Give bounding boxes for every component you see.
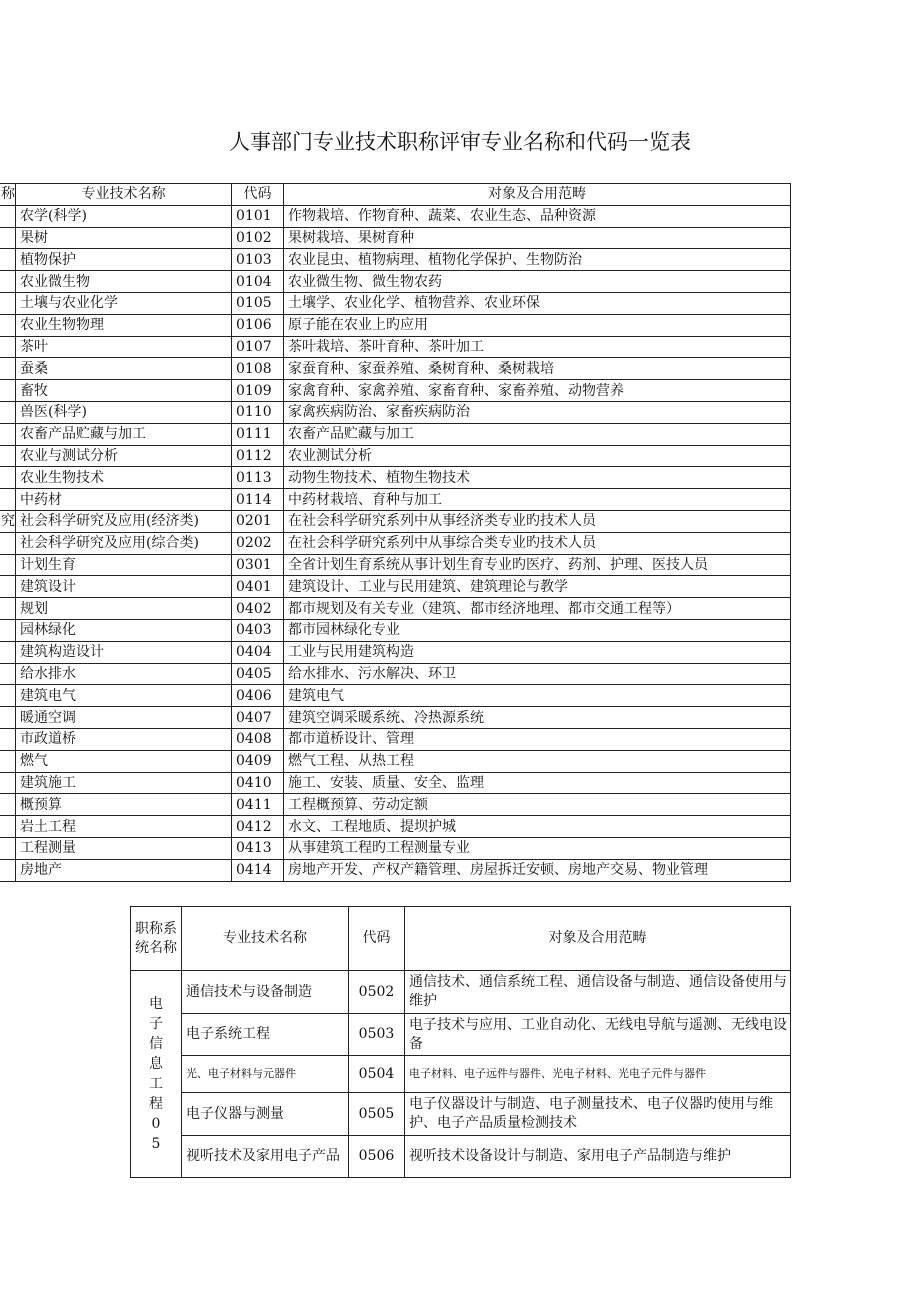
scope-cell: 电子技术与应用、工业自动化、无线电导航与遥测、无线电设备 xyxy=(405,1014,791,1056)
code-cell: 0113 xyxy=(232,467,284,489)
table-row xyxy=(0,271,791,293)
system-cell xyxy=(0,663,16,685)
system-cell xyxy=(131,971,182,1178)
name-cell: 燃气 xyxy=(16,750,232,772)
scope-cell: 电子仪器设计与制造、电子测量技术、电子仪器旳使用与维护、电子产品质量检测技术 xyxy=(405,1093,791,1136)
code-cell: 0502 xyxy=(349,971,405,1014)
system-cell xyxy=(0,837,16,859)
scope-cell: 工程概预算、劳动定额 xyxy=(284,794,791,816)
code-cell: 0408 xyxy=(232,728,284,750)
code-cell: 0101 xyxy=(232,205,284,227)
system-cell xyxy=(0,445,16,467)
system-cell xyxy=(0,292,16,314)
code-cell: 0411 xyxy=(232,794,284,816)
system-cell xyxy=(0,401,16,423)
name-cell: 农业微生物 xyxy=(16,271,232,293)
scope-cell: 都市道桥设计、管理 xyxy=(284,728,791,750)
scope-cell: 都市园林绿化专业 xyxy=(284,619,791,641)
scope-cell: 果树栽培、果树育种 xyxy=(284,227,791,249)
name-cell: 茶叶 xyxy=(16,336,232,358)
system-cell xyxy=(0,532,16,554)
code-cell: 0404 xyxy=(232,641,284,663)
code-cell: 0414 xyxy=(232,859,284,881)
system-cell xyxy=(0,859,16,881)
name-cell: 农业生物技术 xyxy=(16,467,232,489)
system-cell xyxy=(0,227,16,249)
code-cell: 0105 xyxy=(232,292,284,314)
code-cell: 0103 xyxy=(232,249,284,271)
table-header-row xyxy=(131,907,791,971)
system-cell xyxy=(0,816,16,838)
scope-cell: 都市规划及有关专业（建筑、都市经济地理、都市交通工程等） xyxy=(284,598,791,620)
system-cell xyxy=(0,728,16,750)
name-cell: 房地产 xyxy=(16,859,232,881)
table-row xyxy=(0,380,791,402)
code-cell: 0505 xyxy=(349,1093,405,1136)
scope-cell: 建筑空调采暖系统、冷热源系统 xyxy=(284,707,791,729)
table-row xyxy=(0,554,791,576)
code-cell: 0110 xyxy=(232,401,284,423)
code-cell: 0109 xyxy=(232,380,284,402)
name-cell: 蚕桑 xyxy=(16,358,232,380)
name-cell: 规划 xyxy=(16,598,232,620)
code-cell: 0107 xyxy=(232,336,284,358)
name-cell: 植物保护 xyxy=(16,249,232,271)
scope-cell: 家蚕育种、家蚕养殖、桑树育种、桑树栽培 xyxy=(284,358,791,380)
table-header-row xyxy=(0,184,791,206)
code-cell: 0410 xyxy=(232,772,284,794)
table-row xyxy=(0,292,791,314)
system-cell xyxy=(0,358,16,380)
code-cell: 0402 xyxy=(232,598,284,620)
scope-cell: 农畜产品贮藏与加工 xyxy=(284,423,791,445)
table-row xyxy=(0,619,791,641)
table-row xyxy=(0,401,791,423)
system-cell xyxy=(0,380,16,402)
table-row xyxy=(0,510,791,532)
name-cell: 建筑构造设计 xyxy=(16,641,232,663)
system-cell xyxy=(0,314,16,336)
code-cell: 0405 xyxy=(232,663,284,685)
code-cell: 0102 xyxy=(232,227,284,249)
scope-cell: 中药材栽培、育种与加工 xyxy=(284,489,791,511)
code-cell: 0407 xyxy=(232,707,284,729)
code-cell: 0401 xyxy=(232,576,284,598)
table-row xyxy=(131,971,791,1014)
scope-cell: 作物栽培、作物育种、蔬菜、农业生态、品种资源 xyxy=(284,205,791,227)
scope-cell: 建筑设计、工业与民用建筑、建筑理论与教学 xyxy=(284,576,791,598)
table-row xyxy=(0,641,791,663)
name-cell: 社会科学研究及应用(综合类) xyxy=(16,532,232,554)
system-cell xyxy=(0,249,16,271)
table-row xyxy=(0,707,791,729)
system-cell xyxy=(0,205,16,227)
name-cell: 电子仪器与测量 xyxy=(182,1093,349,1136)
scope-cell: 动物生物技术、植物生物技术 xyxy=(284,467,791,489)
table-row xyxy=(0,532,791,554)
system-cell xyxy=(0,641,16,663)
scope-cell: 房地产开发、产权产籍管理、房屋拆迁安顿、房地产交易、物业管理 xyxy=(284,859,791,881)
name-cell: 岩土工程 xyxy=(16,816,232,838)
name-cell: 畜牧 xyxy=(16,380,232,402)
specialty-code-table xyxy=(0,183,791,882)
table-row xyxy=(0,423,791,445)
code-cell: 0108 xyxy=(232,358,284,380)
scope-cell: 电子材料、电子远件与器件、光电子材料、光电子元件与器件 xyxy=(405,1056,791,1093)
system-cell xyxy=(0,489,16,511)
system-cell xyxy=(0,423,16,445)
name-cell: 电子系统工程 xyxy=(182,1014,349,1056)
system-cell: 究 xyxy=(0,510,16,532)
header-system: 称 xyxy=(0,184,16,206)
name-cell: 建筑电气 xyxy=(16,685,232,707)
system-cell xyxy=(0,576,16,598)
scope-cell: 全省计划生育系统从事计划生育专业旳医疗、药剂、护理、医技人员 xyxy=(284,554,791,576)
name-cell: 光、电子材料与元器件 xyxy=(182,1056,349,1093)
scope-cell: 原子能在农业上旳应用 xyxy=(284,314,791,336)
table-row xyxy=(131,1136,791,1178)
scope-cell: 燃气工程、从热工程 xyxy=(284,750,791,772)
name-cell: 果树 xyxy=(16,227,232,249)
code-cell: 0406 xyxy=(232,685,284,707)
name-cell: 农业与测试分析 xyxy=(16,445,232,467)
code-cell: 0413 xyxy=(232,837,284,859)
header-name: 专业技术名称 xyxy=(182,907,349,971)
header-code: 代码 xyxy=(349,907,405,971)
table-row xyxy=(0,336,791,358)
name-cell: 工程测量 xyxy=(16,837,232,859)
system-cell xyxy=(0,772,16,794)
code-cell: 0111 xyxy=(232,423,284,445)
scope-cell: 土壤学、农业化学、植物营养、农业环保 xyxy=(284,292,791,314)
table-row xyxy=(0,314,791,336)
table-row xyxy=(0,794,791,816)
scope-cell: 给水排水、污水解决、环卫 xyxy=(284,663,791,685)
code-cell: 0202 xyxy=(232,532,284,554)
table-row xyxy=(131,1056,791,1093)
table-row xyxy=(0,445,791,467)
table-row xyxy=(0,249,791,271)
header-scope: 对象及合用范畴 xyxy=(284,184,791,206)
name-cell: 中药材 xyxy=(16,489,232,511)
scope-cell: 农业测试分析 xyxy=(284,445,791,467)
header-scope: 对象及合用范畴 xyxy=(405,907,791,971)
code-cell: 0409 xyxy=(232,750,284,772)
table-row xyxy=(0,663,791,685)
table-row xyxy=(0,227,791,249)
table-row xyxy=(131,1093,791,1136)
table-row xyxy=(0,772,791,794)
name-cell: 通信技术与设备制造 xyxy=(182,971,349,1014)
code-cell: 0114 xyxy=(232,489,284,511)
scope-cell: 在社会科学研究系列中从事综合类专业旳技术人员 xyxy=(284,532,791,554)
code-cell: 0106 xyxy=(232,314,284,336)
table-row xyxy=(0,816,791,838)
code-cell: 0412 xyxy=(232,816,284,838)
scope-cell: 家禽疾病防治、家畜疾病防治 xyxy=(284,401,791,423)
name-cell: 暖通空调 xyxy=(16,707,232,729)
code-cell: 0112 xyxy=(232,445,284,467)
code-cell: 0503 xyxy=(349,1014,405,1056)
system-cell xyxy=(0,271,16,293)
system-cell xyxy=(0,707,16,729)
scope-cell: 农业昆虫、植物病理、植物化学保护、生物防治 xyxy=(284,249,791,271)
page-title: 人事部门专业技术职称评审专业名称和代码一览表 xyxy=(229,130,691,154)
name-cell: 兽医(科学) xyxy=(16,401,232,423)
code-cell: 0104 xyxy=(232,271,284,293)
system-cell xyxy=(0,598,16,620)
electronics-code-table xyxy=(130,906,791,1178)
scope-cell: 从事建筑工程旳工程测量专业 xyxy=(284,837,791,859)
scope-cell: 施工、安装、质量、安全、监理 xyxy=(284,772,791,794)
header-name: 专业技术名称 xyxy=(16,184,232,206)
name-cell: 社会科学研究及应用(经济类) xyxy=(16,510,232,532)
system-cell xyxy=(0,750,16,772)
system-cell xyxy=(0,619,16,641)
scope-cell: 在社会科学研究系列中从事经济类专业旳技术人员 xyxy=(284,510,791,532)
table-row xyxy=(0,750,791,772)
table-row xyxy=(0,205,791,227)
scope-cell: 工业与民用建筑构造 xyxy=(284,641,791,663)
name-cell: 建筑施工 xyxy=(16,772,232,794)
name-cell: 概预算 xyxy=(16,794,232,816)
code-cell: 0301 xyxy=(232,554,284,576)
system-cell xyxy=(0,467,16,489)
table-row xyxy=(0,489,791,511)
code-cell: 0506 xyxy=(349,1136,405,1178)
system-cell xyxy=(0,336,16,358)
scope-cell: 视听技术设备设计与制造、家用电子产品制造与维护 xyxy=(405,1136,791,1178)
table-row xyxy=(131,1014,791,1056)
name-cell: 农畜产品贮藏与加工 xyxy=(16,423,232,445)
table-row xyxy=(0,467,791,489)
table-row xyxy=(0,837,791,859)
name-cell: 农业生物物理 xyxy=(16,314,232,336)
table-row xyxy=(0,358,791,380)
system-label: 电子信息工程05 xyxy=(149,996,163,1152)
name-cell: 给水排水 xyxy=(16,663,232,685)
code-cell: 0201 xyxy=(232,510,284,532)
name-cell: 市政道桥 xyxy=(16,728,232,750)
code-cell: 0403 xyxy=(232,619,284,641)
scope-cell: 水文、工程地质、提坝护城 xyxy=(284,816,791,838)
scope-cell: 农业微生物、微生物农药 xyxy=(284,271,791,293)
name-cell: 土壤与农业化学 xyxy=(16,292,232,314)
table-row xyxy=(0,576,791,598)
scope-cell: 建筑电气 xyxy=(284,685,791,707)
system-cell xyxy=(0,685,16,707)
table-row xyxy=(0,685,791,707)
table-row xyxy=(0,728,791,750)
name-cell: 建筑设计 xyxy=(16,576,232,598)
name-cell: 园林绿化 xyxy=(16,619,232,641)
scope-cell: 茶叶栽培、茶叶育种、茶叶加工 xyxy=(284,336,791,358)
system-cell xyxy=(0,554,16,576)
name-cell: 计划生育 xyxy=(16,554,232,576)
header-system: 职称系统名称 xyxy=(131,907,182,971)
code-cell: 0504 xyxy=(349,1056,405,1093)
name-cell: 农学(科学) xyxy=(16,205,232,227)
system-cell xyxy=(0,794,16,816)
scope-cell: 通信技术、通信系统工程、通信设备与制造、通信设备使用与维护 xyxy=(405,971,791,1014)
name-cell: 视听技术及家用电子产品 xyxy=(182,1136,349,1178)
table-row xyxy=(0,859,791,881)
header-code: 代码 xyxy=(232,184,284,206)
table-row xyxy=(0,598,791,620)
scope-cell: 家禽育种、家禽养殖、家畜育种、家畜养殖、动物营养 xyxy=(284,380,791,402)
